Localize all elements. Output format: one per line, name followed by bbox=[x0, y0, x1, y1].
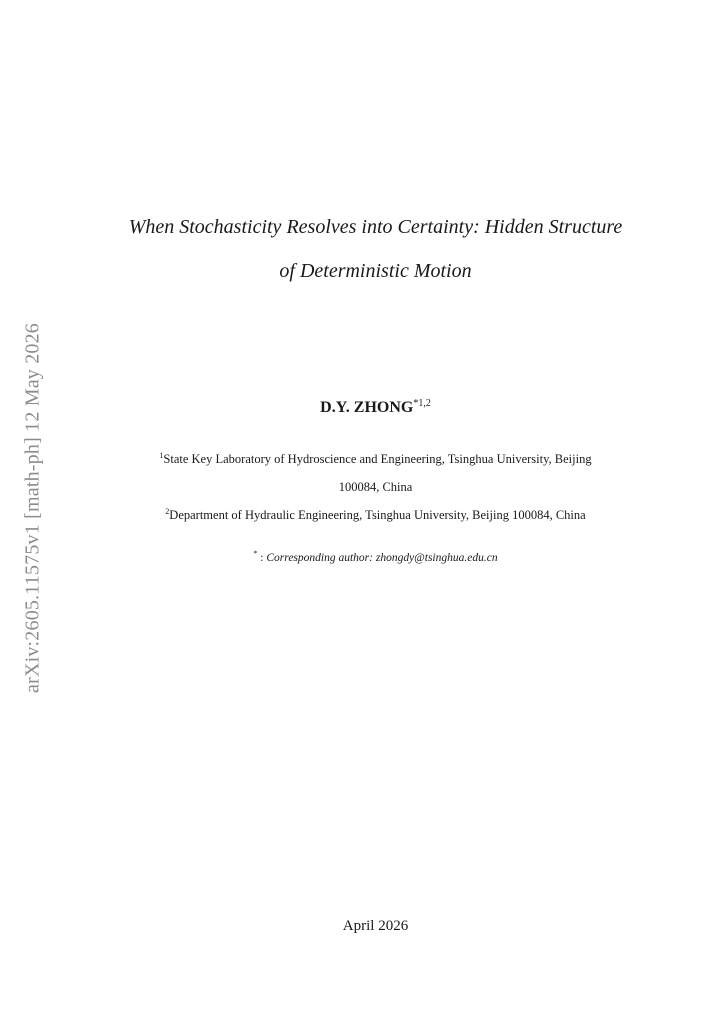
corresponding-author-text: Corresponding author: zhongdy@tsinghua.edu.cn bbox=[266, 552, 498, 564]
author-affiliation-marks: *1,2 bbox=[413, 398, 431, 409]
title-line-2: of Deterministic Motion bbox=[279, 260, 472, 282]
arxiv-identifier-stamp: arXiv:2605.11575v1 [math-ph] 12 May 2026 bbox=[21, 323, 44, 693]
title-line-1: When Stochasticity Resolves into Certainty: Hidden Structure bbox=[128, 216, 623, 238]
publication-date: April 2026 bbox=[342, 918, 409, 934]
author bbox=[60, 398, 691, 417]
affiliation-1 bbox=[60, 442, 691, 501]
corresponding-author-note bbox=[60, 549, 691, 564]
affiliation-2-line-1: Department of Hydraulic Engineering, Tsinghua University, Beijing 100084, China bbox=[169, 508, 586, 522]
affiliation-1-line-1: State Key Laboratory of Hydroscience and Engineering, Tsinghua University, Beijing bbox=[163, 452, 592, 466]
corresponding-mark: * bbox=[253, 549, 258, 558]
affiliation-1-mark: 1 bbox=[159, 451, 164, 460]
corresponding-separator: : bbox=[257, 552, 267, 564]
affiliation-1-line-2: 100084, China bbox=[338, 480, 413, 494]
affiliation-2 bbox=[60, 498, 691, 529]
affiliation-2-mark: 2 bbox=[165, 507, 170, 516]
author-name: D.Y. ZHONG bbox=[320, 399, 414, 416]
paper-title bbox=[60, 205, 691, 293]
